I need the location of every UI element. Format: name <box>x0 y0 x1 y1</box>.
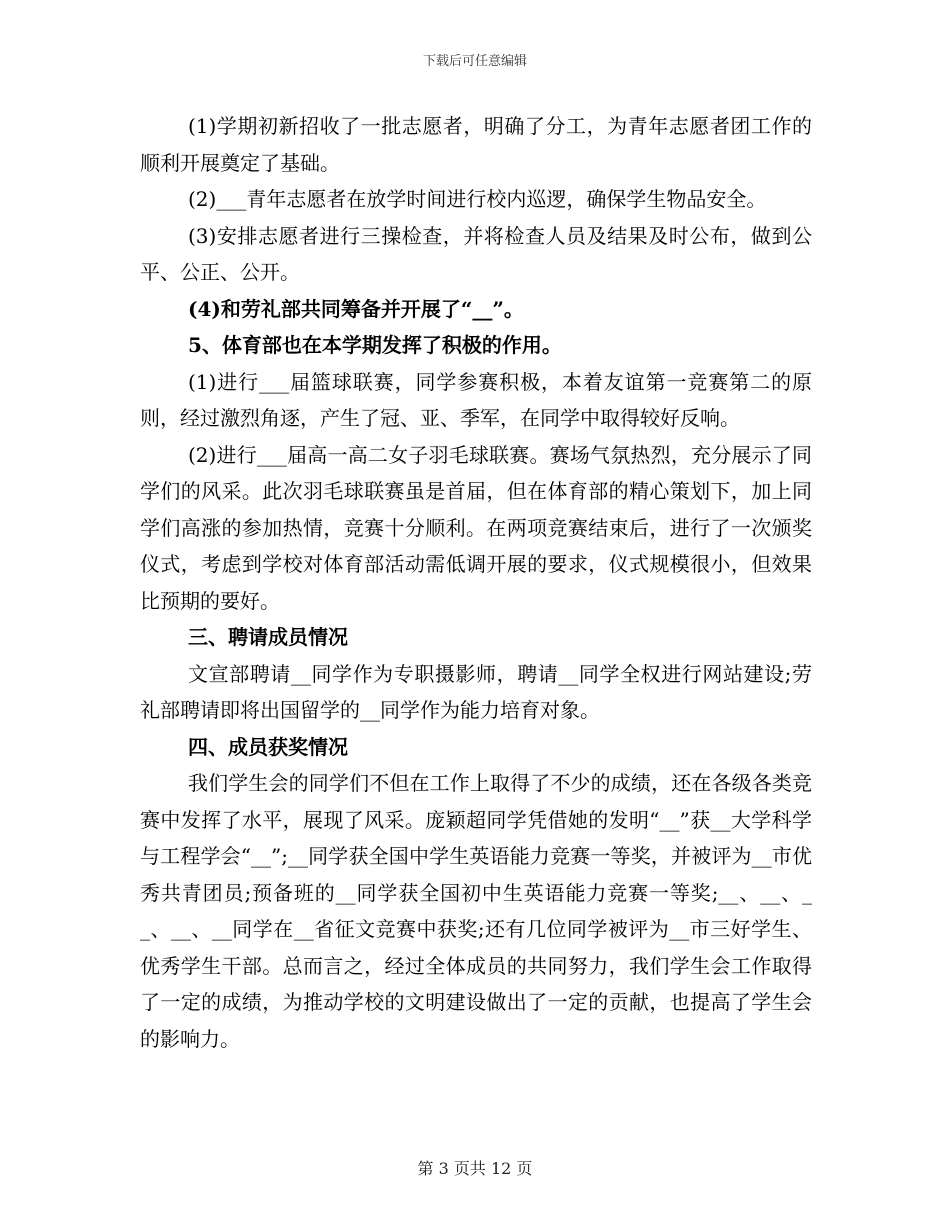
paragraph-volunteer-recruit: (1)学期初新招收了一批志愿者，明确了分工，为青年志愿者团工作的顺利开展奠定了基础。 <box>140 114 812 175</box>
paragraph-basketball-league: (1)进行___届篮球联赛，同学参赛积极，本着友谊第一竞赛第二的原则，经过激烈角逐，产生了冠、亚、季军，在同学中取得较好反响。 <box>140 369 812 430</box>
paragraph-awards-details: 我们学生会的同学们不但在工作上取得了不少的成绩，还在各级各类竞赛中发挥了水平，展现了风采。庞颖超同学凭借她的发明“__”获__大学科学与工程学会“__”;__同学获全国中学生英语能力竞赛一等奖，并被评为__市优秀共青团员;预备班的__同学获全国初中生英语能力竞赛一等奖;__、__、__、__、__同学在__省征文竞赛中获奖;还有几位同学被评为__市三好学生、优秀学生干部。总而言之，经过全体成员的共同努力，我们学生会工作取得了一定的成绩，为推动学校的文明建设做出了一定的贡献，也提高了学生会的影响力。 <box>140 771 812 1051</box>
paragraph-volunteer-patrol: (2)___青年志愿者在放学时间进行校内巡逻，确保学生物品安全。 <box>188 187 767 211</box>
section-heading-hiring: 三、聘请成员情况 <box>188 625 348 649</box>
page-footer: 第 3 页共 12 页 <box>417 1159 533 1178</box>
paragraph-joint-event: (4)和劳礼部共同筹备并开展了“__”。 <box>188 296 524 321</box>
paragraph-exercise-check: (3)安排志愿者进行三操检查，并将检查人员及结果及时公布，做到公平、公正、公开。 <box>140 223 812 284</box>
document-body <box>140 108 812 1057</box>
paragraph-hiring-details: 文宣部聘请__同学作为专职摄影师，聘请__同学全权进行网站建设;劳礼部聘请即将出国留学的__同学作为能力培育对象。 <box>140 661 812 722</box>
section-heading-awards: 四、成员获奖情况 <box>188 734 348 759</box>
page-header: 下载后可任意编辑 <box>422 54 527 69</box>
section-heading-sports-dept: 5、体育部也在本学期发挥了积极的作用。 <box>188 333 562 357</box>
paragraph-badminton-league: (2)进行___届高一高二女子羽毛球联赛。赛场气氛热烈，充分展示了同学们的风采。此次羽毛球联赛虽是首届，但在体育部的精心策划下，加上同学们高涨的参加热情，竞赛十分顺利。在两项竞赛结束后，进行了一次颁奖仪式，考虑到学校对体育部活动需低调开展的要求，仪式规模很小，但效果比预期的要好。 <box>140 442 812 613</box>
